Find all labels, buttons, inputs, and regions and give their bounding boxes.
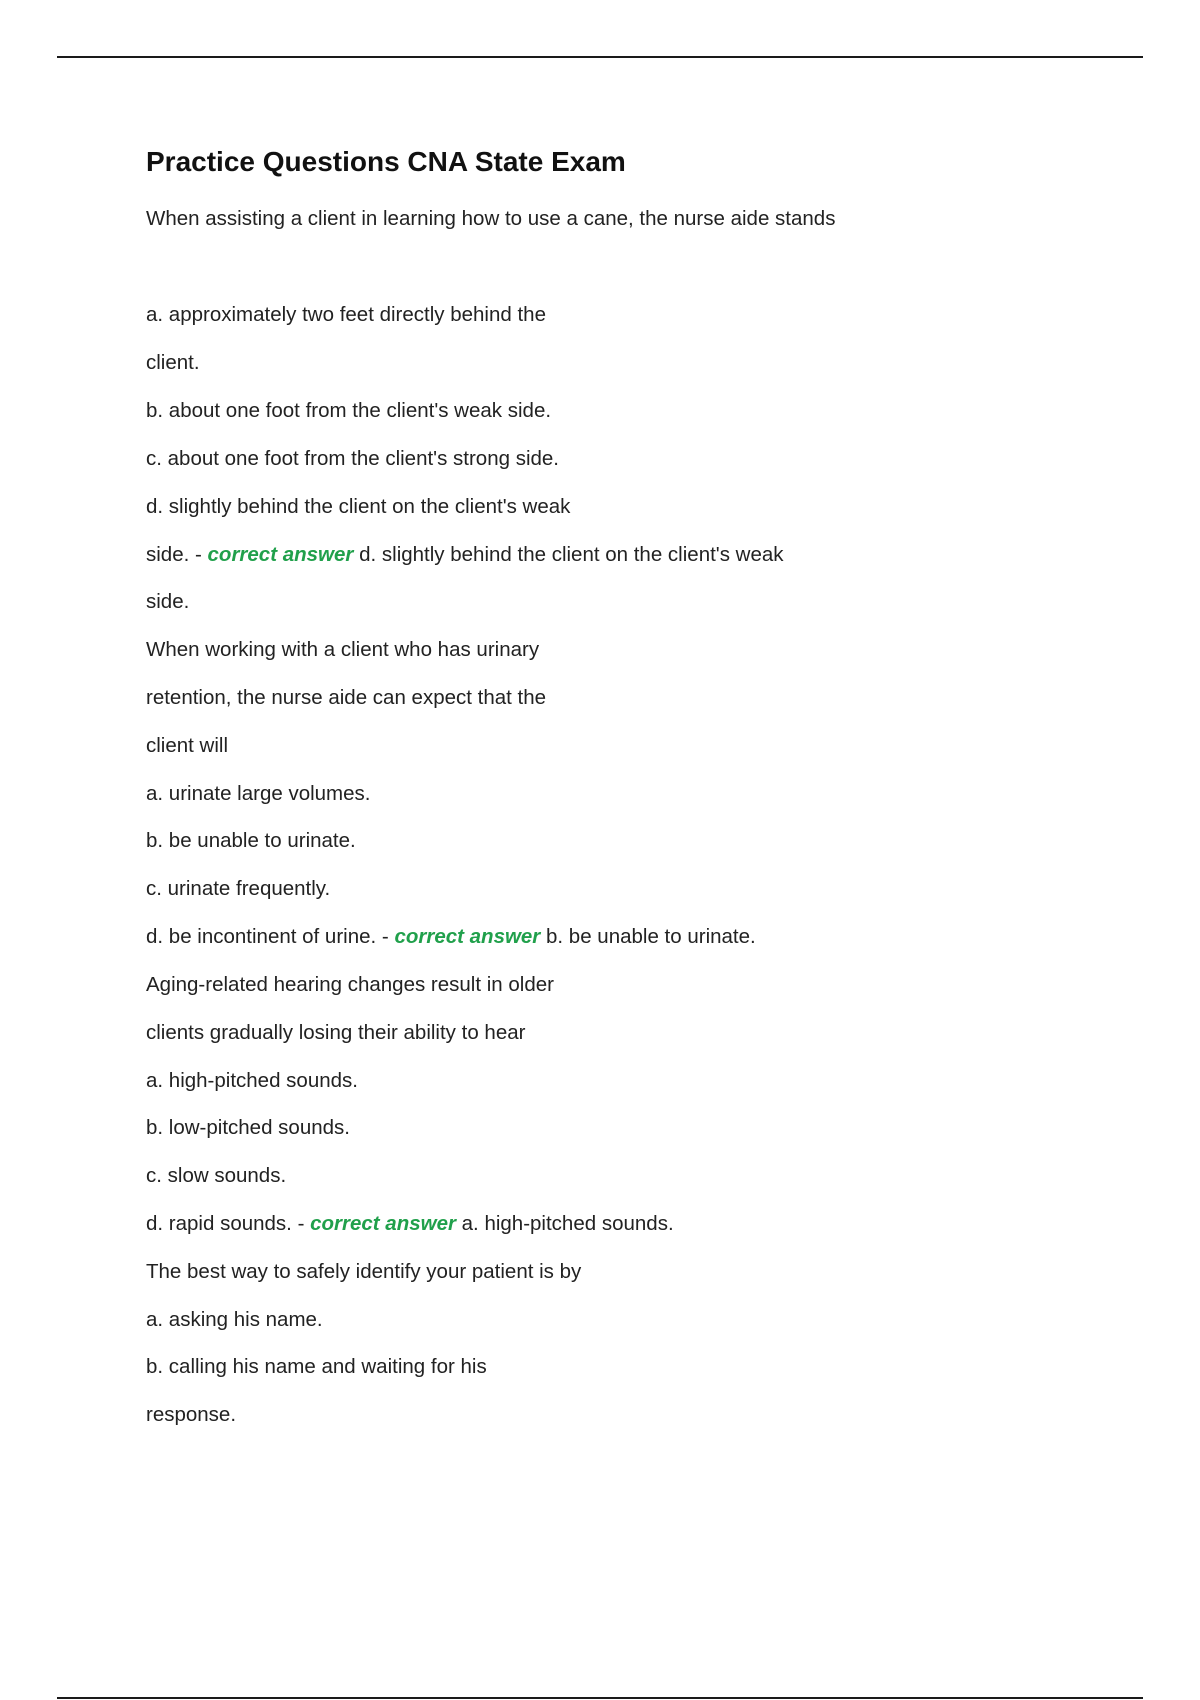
text-line: When assisting a client in learning how to use a cane, the nurse aide stands	[146, 207, 836, 230]
text-line: When working with a client who has urinary	[146, 638, 540, 661]
correct-answer-marker: correct answer	[310, 1212, 456, 1235]
text-line: a. asking his name.	[146, 1308, 323, 1331]
text-line: b. low-pitched sounds.	[146, 1116, 350, 1139]
text-line: a. high-pitched sounds.	[146, 1069, 358, 1092]
answer-line	[146, 542, 784, 568]
text-line: d. slightly behind the client on the client's weak	[146, 495, 571, 518]
top-rule	[57, 56, 1143, 58]
answer-prefix: d. rapid sounds.	[146, 1212, 292, 1235]
text-line: side.	[146, 590, 190, 613]
answer-line	[146, 1211, 674, 1237]
text-line: response.	[146, 1403, 237, 1426]
answer-separator: -	[291, 1212, 311, 1235]
text-line: Aging-related hearing changes result in older	[146, 973, 554, 996]
answer-separator: -	[376, 925, 395, 948]
text-line: b. about one foot from the client's weak side.	[146, 399, 552, 422]
text-line: a. approximately two feet directly behind the	[146, 303, 546, 326]
text-line: b. be unable to urinate.	[146, 829, 356, 852]
answer-prefix: d. be incontinent of urine.	[146, 925, 377, 948]
answer-text: a. high-pitched sounds.	[461, 1212, 674, 1235]
text-line: c. slow sounds.	[146, 1164, 287, 1187]
text-line: a. urinate large volumes.	[146, 782, 371, 805]
bottom-rule	[57, 1697, 1143, 1699]
correct-answer-marker: correct answer	[394, 925, 541, 948]
text-line: b. calling his name and waiting for his	[146, 1355, 487, 1378]
answer-separator: -	[189, 543, 208, 566]
text-line: c. urinate frequently.	[146, 877, 331, 900]
page-title: Practice Questions CNA State Exam	[146, 146, 626, 177]
text-line: retention, the nurse aide can expect that the	[146, 686, 547, 709]
answer-text: b. be unable to urinate.	[546, 925, 756, 948]
answer-text: d. slightly behind the client on the client's weak	[359, 543, 784, 566]
text-line: The best way to safely identify your patient is by	[146, 1260, 582, 1283]
text-line: client.	[146, 351, 200, 374]
correct-answer-marker: correct answer	[207, 543, 354, 566]
text-line: client will	[146, 734, 229, 757]
answer-line	[146, 924, 756, 950]
answer-prefix: side.	[146, 543, 190, 566]
text-line: c. about one foot from the client's strong side.	[146, 447, 560, 470]
text-line: clients gradually losing their ability to hear	[146, 1021, 526, 1044]
